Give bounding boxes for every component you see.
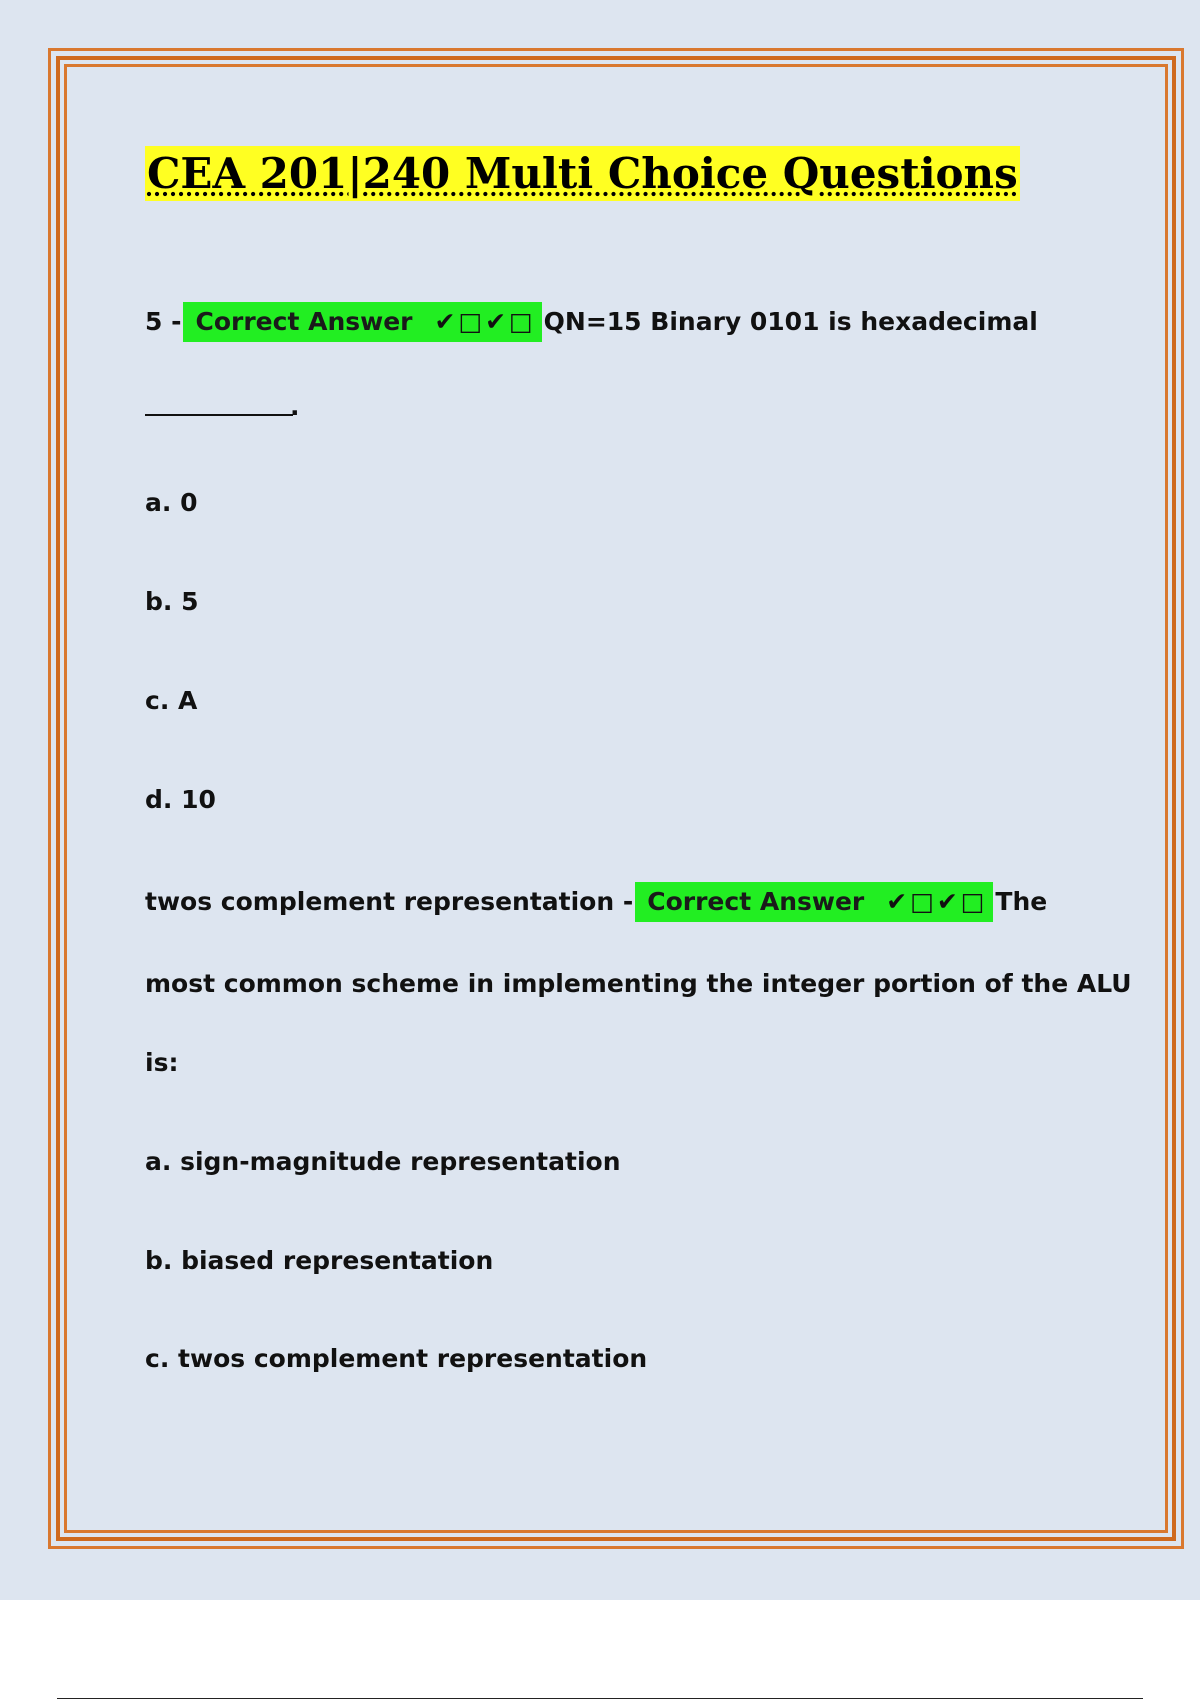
page-border-inner: [64, 64, 1168, 1533]
document-title: CEA 201|240 Multi Choice Questions: [145, 146, 1020, 201]
question-1-option-a: a. 0: [145, 488, 198, 517]
question-2-prefix: twos complement representation -: [145, 887, 634, 916]
footer-divider: [57, 1698, 1143, 1699]
question-1-line-1: [145, 302, 1038, 342]
check-mark-icon: ✔□✔□: [886, 887, 988, 916]
question-1-stem-end: .: [290, 392, 300, 421]
question-2-option-a: a. sign-magnitude representation: [145, 1147, 621, 1176]
question-1-option-b: b. 5: [145, 587, 199, 616]
question-1-prefix: 5 -: [145, 307, 182, 336]
question-1-option-c: c. A: [145, 686, 198, 715]
question-2-line-2: most common scheme in implementing the integer portion of the ALU: [145, 969, 1132, 998]
question-2-option-c: c. twos complement representation: [145, 1344, 648, 1373]
question-1-answer-label: Correct Answer: [195, 307, 413, 336]
question-1-option-d: d. 10: [145, 785, 216, 814]
answer-blank-line: [145, 414, 293, 416]
question-2-stem-tail: The: [995, 887, 1048, 916]
question-2-answer-label: Correct Answer: [647, 887, 865, 916]
question-2-line-3: is:: [145, 1048, 179, 1077]
question-1-stem: QN=15 Binary 0101 is hexadecimal: [543, 307, 1038, 336]
check-mark-icon: ✔□✔□: [434, 307, 536, 336]
question-2-answer-highlight: [635, 882, 993, 922]
question-2-option-b: b. biased representation: [145, 1246, 494, 1275]
question-1-answer-highlight: [183, 302, 541, 342]
question-2-line-1: [145, 882, 1047, 922]
